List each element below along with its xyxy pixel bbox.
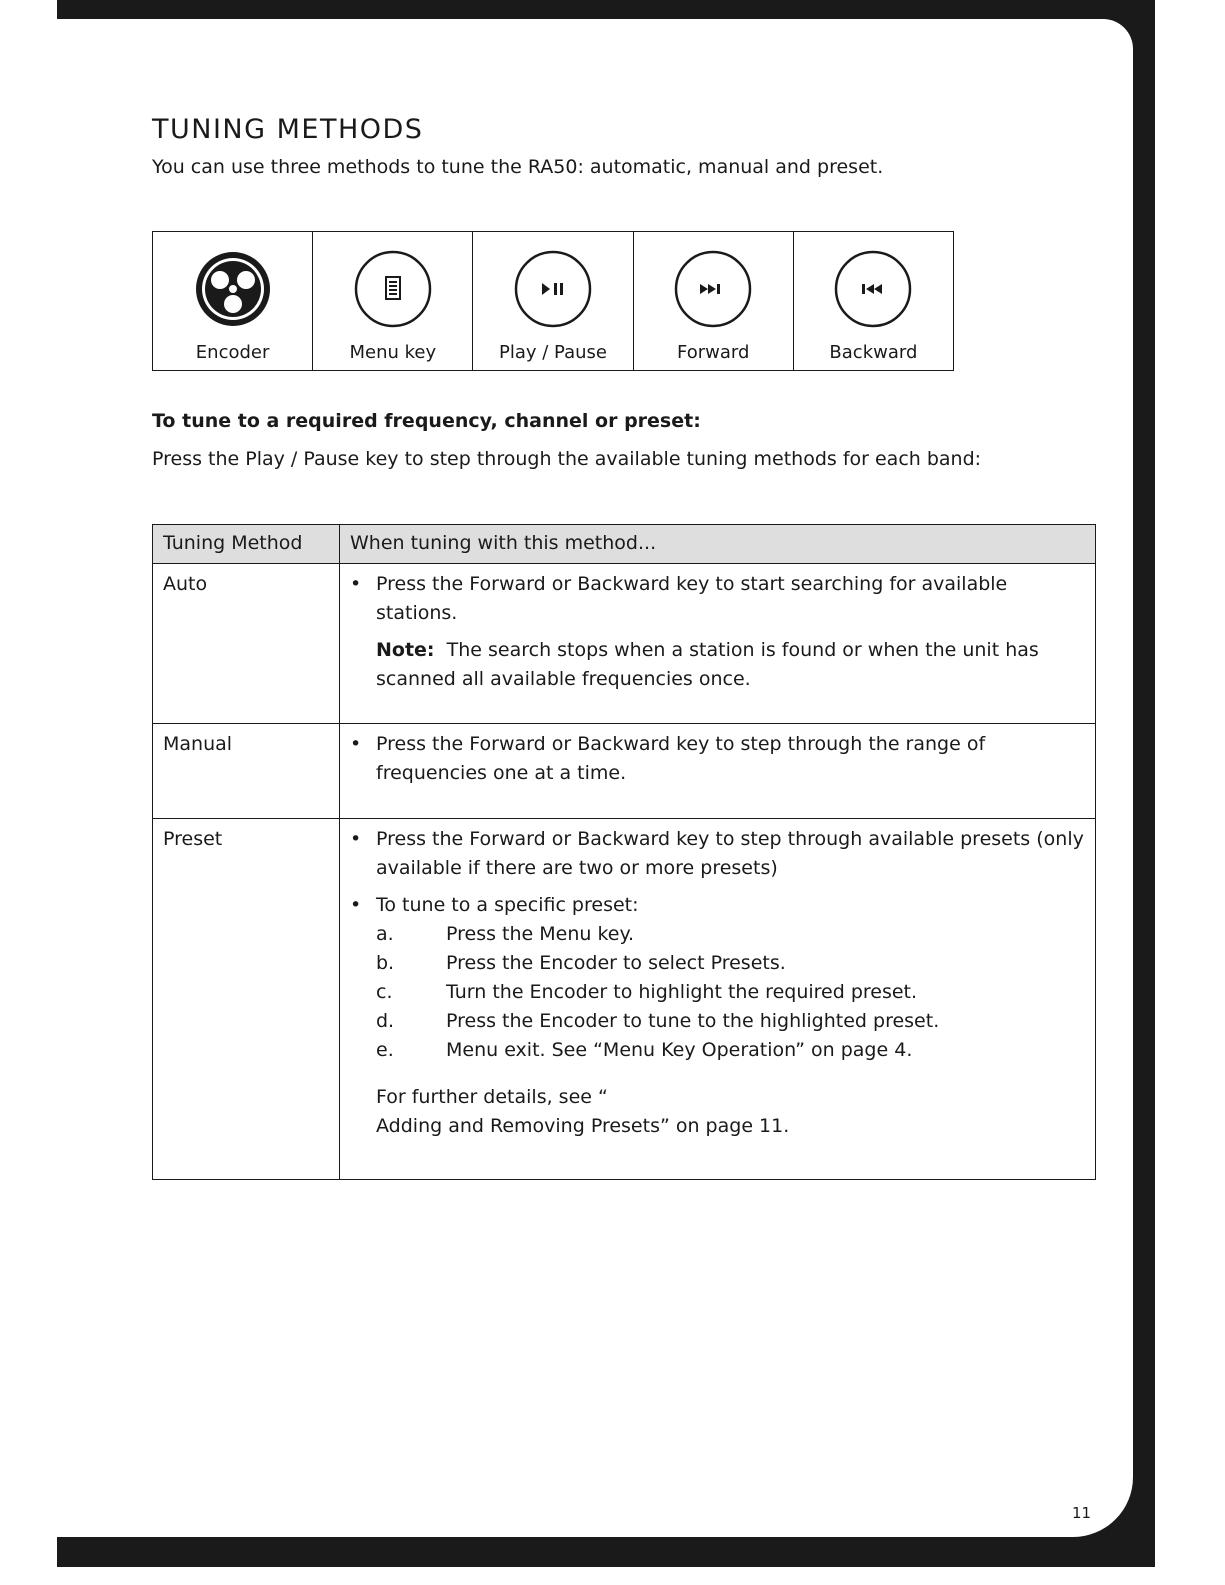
- sub-heading: To tune to a required frequency, channel or preset:: [152, 410, 701, 432]
- method-cell: Preset: [153, 819, 340, 1180]
- header-method: Tuning Method: [153, 525, 340, 564]
- further-details: [350, 1083, 1085, 1141]
- key-cell-forward: [634, 232, 794, 370]
- list-item: [376, 1036, 1085, 1065]
- list-item: [376, 920, 1085, 949]
- bullet-item: • Press the Forward or Backward key to start searching for available stations.: [350, 570, 1085, 628]
- step-letter: d.: [376, 1010, 395, 1032]
- key-label: Menu key: [349, 342, 437, 363]
- step-text: Turn the Encoder to highlight the required preset.: [446, 981, 918, 1003]
- further-line-1: For further details, see “: [376, 1086, 608, 1108]
- note: [350, 636, 1085, 694]
- header-description: When tuning with this method...: [340, 525, 1096, 564]
- intro-text: You can use three methods to tune the RA50: automatic, manual and preset.: [152, 156, 884, 178]
- table-row-manual: [153, 724, 1096, 819]
- step-letter: b.: [376, 952, 395, 974]
- key-label: Forward: [677, 342, 750, 363]
- further-line-2: Adding and Removing Presets” on page 11.: [376, 1115, 790, 1137]
- table-row-preset: [153, 819, 1096, 1180]
- list-item: [376, 949, 1085, 978]
- section-title: TUNING METHODS: [152, 114, 424, 145]
- step-text: Press the Menu key.: [446, 923, 635, 945]
- bullet-item: • Press the Forward or Backward key to step through available presets (only available if there are two or more presets): [350, 825, 1085, 883]
- keys-table: [152, 231, 954, 371]
- description-cell: [340, 819, 1096, 1180]
- method-cell: Manual: [153, 724, 340, 819]
- key-label: Play / Pause: [499, 342, 607, 363]
- key-cell-play-pause: [473, 232, 633, 370]
- step-letter: a.: [376, 923, 394, 945]
- preset-steps: [350, 920, 1085, 1065]
- key-cell-menu: [313, 232, 473, 370]
- key-label: Encoder: [195, 342, 270, 363]
- step-letter: e.: [376, 1039, 394, 1061]
- forward-icon: [674, 250, 752, 328]
- list-item: [376, 978, 1085, 1007]
- key-cell-backward: [794, 232, 953, 370]
- backward-icon: [834, 250, 912, 328]
- menu-key-icon: [354, 250, 432, 328]
- encoder-icon: [194, 250, 272, 328]
- table-header-row: [153, 525, 1096, 564]
- key-label: Backward: [829, 342, 918, 363]
- bullet-item: • Press the Forward or Backward key to step through the range of frequencies one at a time.: [350, 730, 1085, 788]
- list-item: [376, 1007, 1085, 1036]
- note-text: The search stops when a station is found or when the unit has scanned all available frequencies once.: [376, 639, 1039, 690]
- method-cell: Auto: [153, 564, 340, 724]
- step-text: Menu exit. See “Menu Key Operation” on page 4.: [446, 1039, 913, 1061]
- description-cell: [340, 724, 1096, 819]
- bullet-item: • To tune to a specific preset:: [350, 891, 1085, 920]
- step-text: Press the Encoder to select Presets.: [446, 952, 786, 974]
- description-cell: [340, 564, 1096, 724]
- tuning-methods-table: [152, 524, 1096, 1180]
- step-letter: c.: [376, 981, 393, 1003]
- play-pause-icon: [514, 250, 592, 328]
- step-text: Press the Encoder to tune to the highlighted preset.: [446, 1010, 940, 1032]
- sub-text: Press the Play / Pause key to step through the available tuning methods for each band:: [152, 448, 982, 470]
- key-cell-encoder: [153, 232, 313, 370]
- table-row-auto: [153, 564, 1096, 724]
- page-number: 11: [1072, 1504, 1092, 1522]
- note-label: Note:: [376, 639, 435, 661]
